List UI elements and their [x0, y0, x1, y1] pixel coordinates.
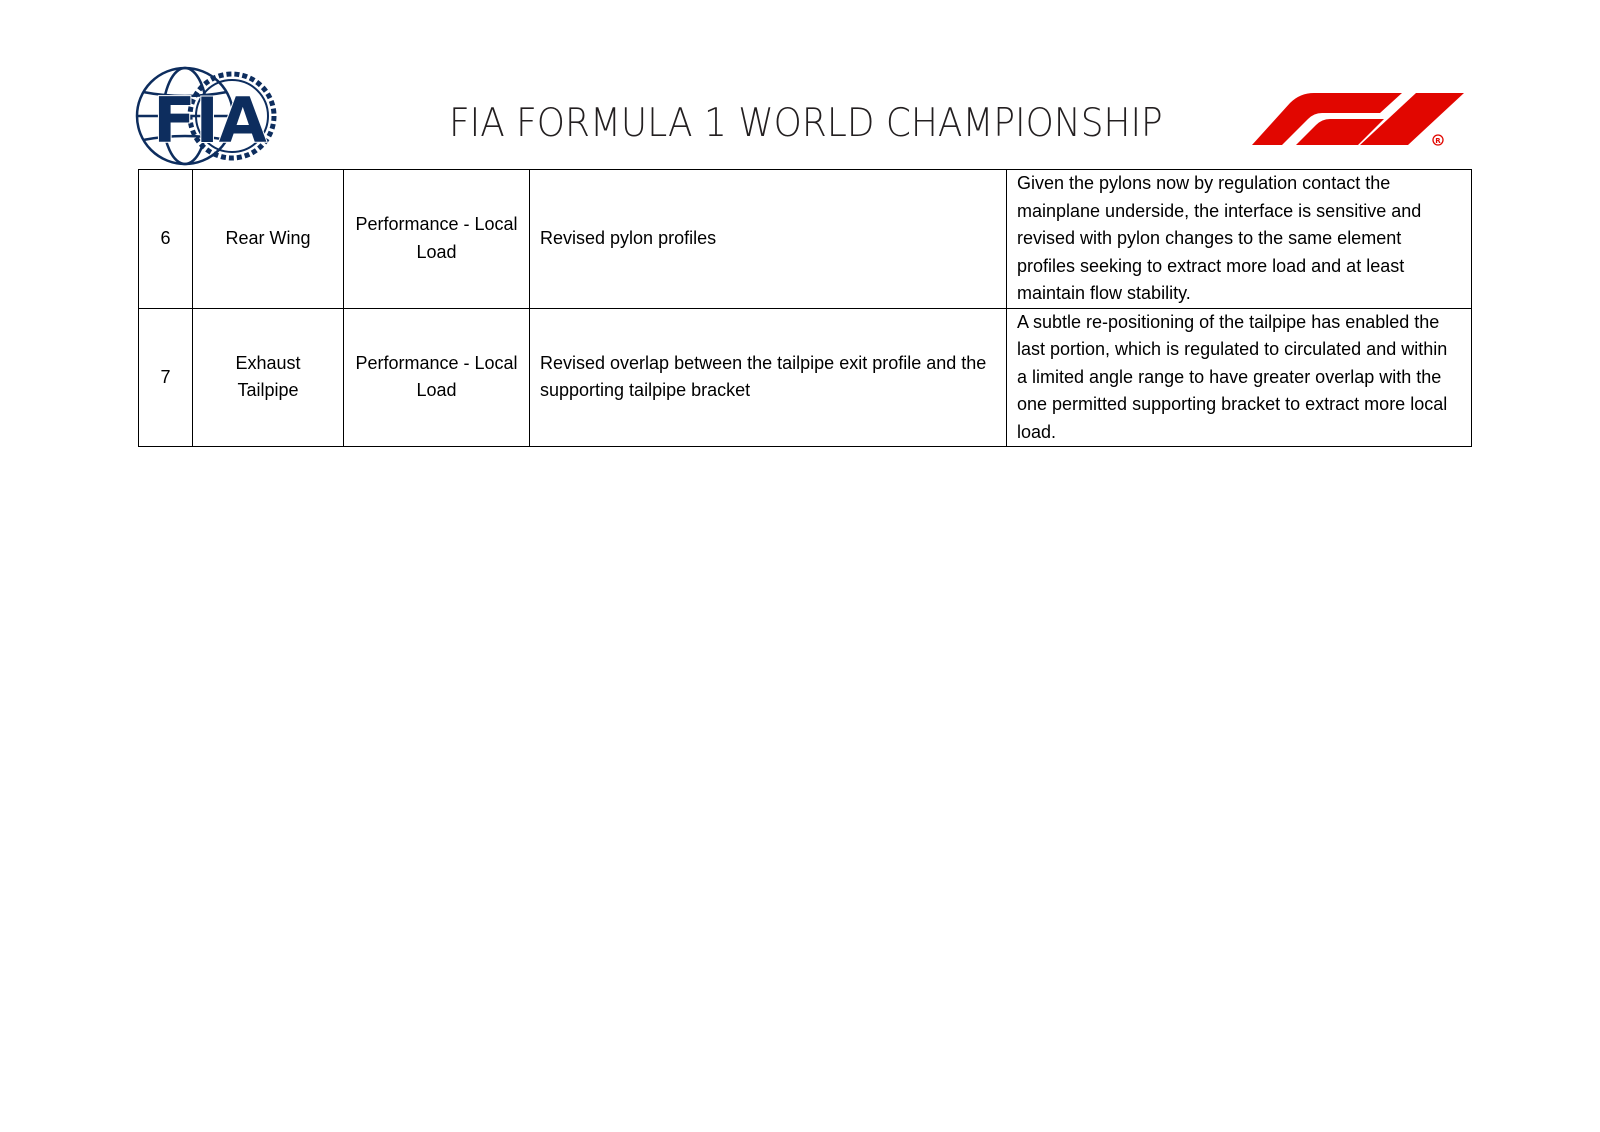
component-cell: Rear Wing: [193, 170, 344, 309]
category-cell: Performance - Local Load: [344, 170, 530, 309]
category-cell: Performance - Local Load: [344, 308, 530, 447]
component-cell: Exhaust Tailpipe: [193, 308, 344, 447]
upgrade-table: [138, 169, 1472, 447]
svg-text:R: R: [1435, 137, 1441, 145]
description-cell: Revised overlap between the tailpipe exit profile and the supporting tailpipe bracket: [530, 308, 1007, 447]
table-row: [139, 170, 1472, 309]
item-number-cell: 7: [139, 308, 193, 447]
explanation-cell: Given the pylons now by regulation contact the mainplane underside, the interface is sensitive and revised with pylon changes to the same element profiles seeking to extract more load and at least maintain flow stability.: [1007, 170, 1472, 309]
description-cell: Revised pylon profiles: [530, 170, 1007, 309]
fia-logo: [135, 66, 285, 168]
item-number-cell: 6: [139, 170, 193, 309]
explanation-cell: A subtle re-positioning of the tailpipe has enabled the last portion, which is regulated to circulated and within a limited angle range to have greater overlap with the one permitted supporting bracket to extract more local load.: [1007, 308, 1472, 447]
fia-logo-lettering: FIA: [153, 84, 267, 157]
f1-logo: [1252, 89, 1468, 149]
table-row: [139, 308, 1472, 447]
page-header-title: FIA FORMULA 1 WORLD CHAMPIONSHIP: [449, 101, 1163, 146]
